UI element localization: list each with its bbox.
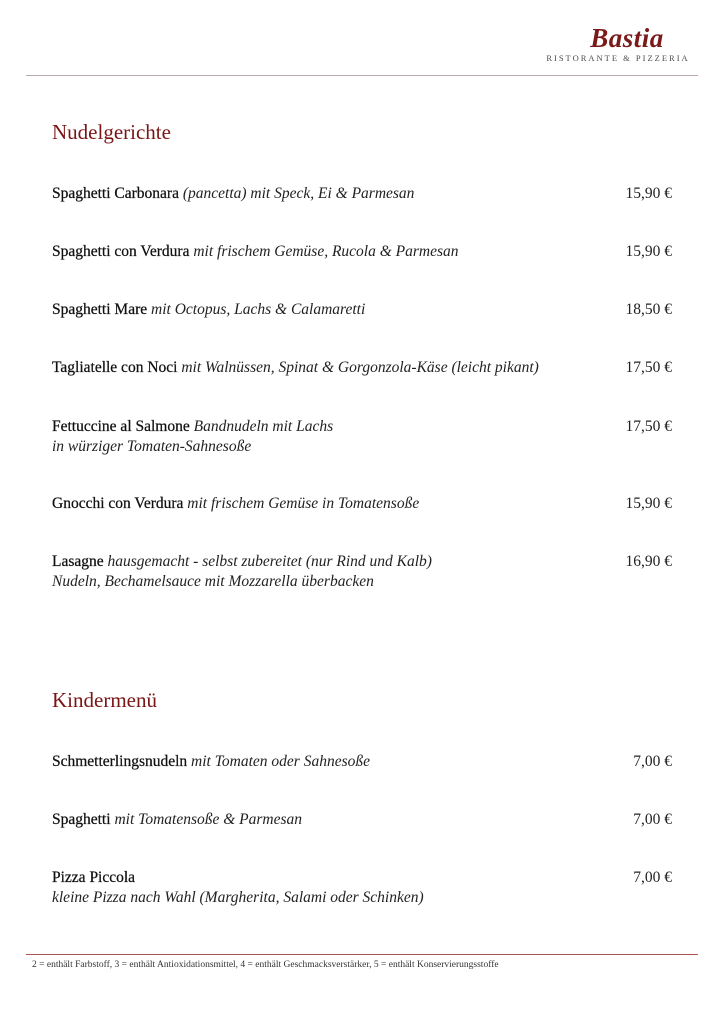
menu-item (52, 300, 672, 320)
item-price: 18,50 € (625, 301, 672, 318)
item-name: Lasagne (52, 553, 104, 570)
item-description-line2: Nudeln, Bechamelsauce mit Mozzarella überbacken (52, 573, 374, 590)
item-description: mit frischem Gemüse in Tomatensoße (187, 495, 420, 512)
item-price: 7,00 € (633, 869, 672, 886)
header-divider (26, 75, 698, 76)
item-description: mit Octopus, Lachs & Calamaretti (151, 301, 366, 318)
item-description-line2: kleine Pizza nach Wahl (Margherita, Salami oder Schinken) (52, 889, 424, 906)
item-price: 7,00 € (633, 811, 672, 828)
item-description: mit Tomatensoße & Parmesan (114, 811, 303, 828)
menu-item (52, 868, 672, 908)
logo-subtitle: RISTORANTE & PIZZERIA (546, 53, 690, 63)
item-name: Fettuccine al Salmone (52, 418, 190, 435)
menu-item (52, 494, 672, 514)
item-description: mit Walnüssen, Spinat & Gorgonzola-Käse (leicht pikant) (181, 359, 539, 376)
item-description: mit frischem Gemüse, Rucola & Parmesan (193, 243, 459, 260)
item-description: hausgemacht - selbst zubereitet (nur Rind und Kalb) (107, 553, 432, 570)
item-description-line2: in würziger Tomaten-Sahnesoße (52, 438, 252, 455)
item-name: Gnocchi con Verdura (52, 495, 184, 512)
menu-item (52, 242, 672, 262)
item-price: 17,50 € (625, 418, 672, 435)
item-price: 15,90 € (625, 243, 672, 260)
allergen-footnote: 2 = enthält Farbstoff, 3 = enthält Antioxidationsmittel, 4 = enthält Geschmacksverstärker, 5 = enthält Konservierungsstoffe (32, 960, 499, 970)
item-price: 17,50 € (625, 359, 672, 376)
menu-item (52, 358, 672, 378)
item-price: 15,90 € (625, 185, 672, 202)
menu-item (52, 752, 672, 772)
item-price: 16,90 € (625, 553, 672, 570)
section-title-kindermenu: Kindermenü (52, 688, 157, 712)
restaurant-logo (538, 24, 698, 63)
item-name: Spaghetti Mare (52, 301, 148, 318)
item-name: Tagliatelle con Noci (52, 359, 178, 376)
item-price: 7,00 € (633, 753, 672, 770)
logo-name: Bastia (590, 23, 664, 53)
menu-item (52, 417, 672, 457)
item-description: (pancetta) mit Speck, Ei & Parmesan (182, 185, 415, 202)
section-title-nudelgerichte: Nudelgerichte (52, 120, 171, 144)
item-price: 15,90 € (625, 495, 672, 512)
item-name: Schmetterlingsnudeln (52, 753, 188, 770)
item-name: Pizza Piccola (52, 869, 136, 886)
menu-item (52, 184, 672, 204)
item-description: Bandnudeln mit Lachs (193, 418, 334, 435)
item-name: Spaghetti con Verdura (52, 243, 190, 260)
menu-item (52, 810, 672, 830)
item-name: Spaghetti Carbonara (52, 185, 179, 202)
menu-item (52, 552, 672, 592)
item-name: Spaghetti (52, 811, 111, 828)
item-description: mit Tomaten oder Sahnesoße (191, 753, 371, 770)
footer-divider (26, 954, 698, 955)
